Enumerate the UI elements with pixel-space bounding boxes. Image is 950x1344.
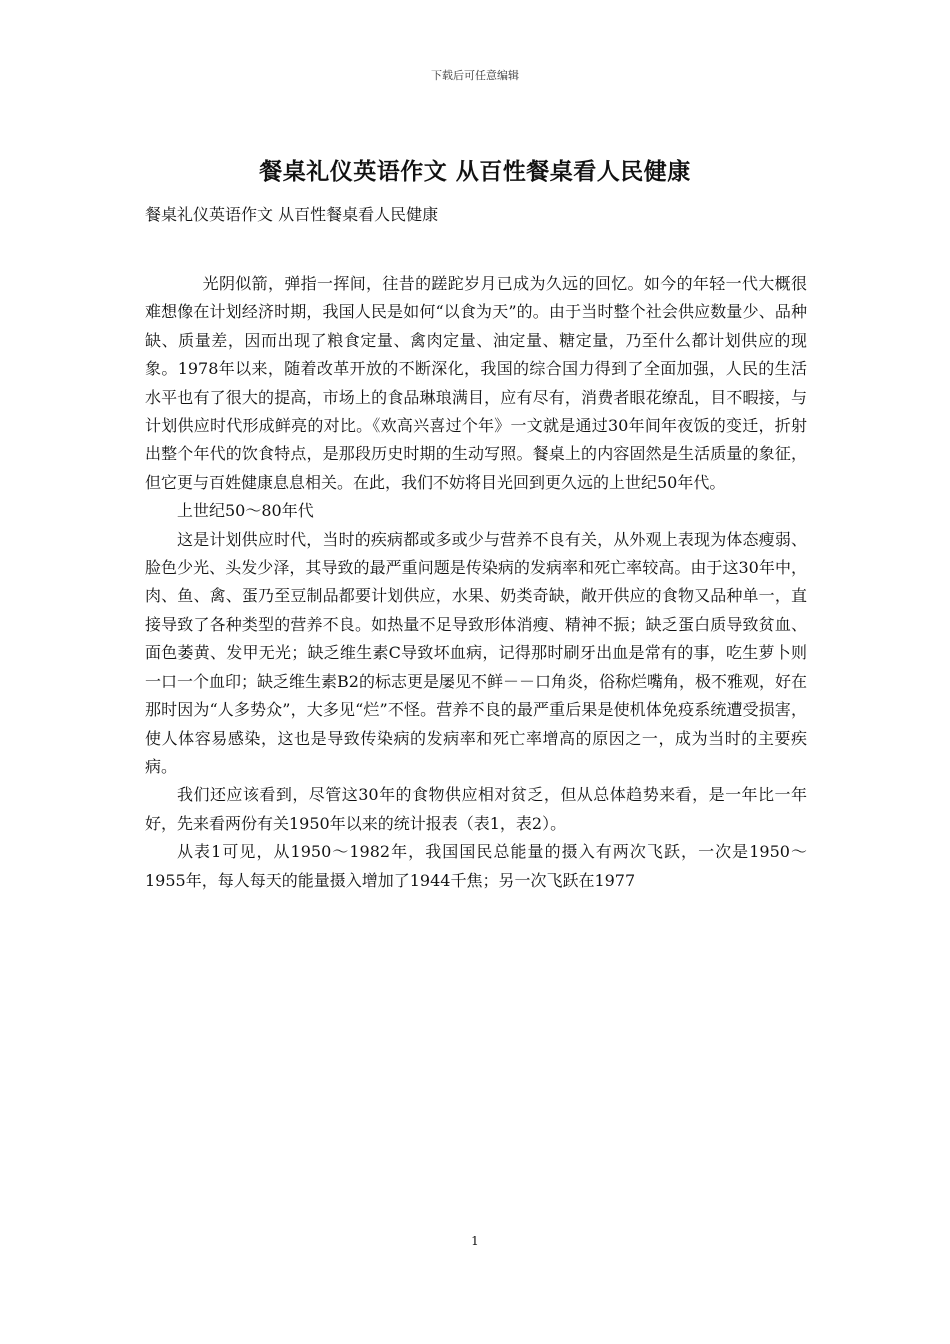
- page-number: 1: [471, 1234, 479, 1248]
- paragraph: 从表1可见，从1950～1982年，我国国民总能量的摄入有两次飞跃，一次是1950～1955年，每人每天的能量摄入增加了1944千焦；另一次飞跃在1977: [145, 842, 807, 890]
- body-text: [145, 270, 807, 895]
- paragraph: 光阴似箭，弹指一挥间，往昔的蹉跎岁月已成为久远的回忆。如今的年轻一代大概很难想像在计划经济时期，我国人民是如何“以食为天”的。由于当时整个社会供应数量少、品种缺、质量差，因而出现了粮食定量、禽肉定量、油定量、糖定量，乃至什么都计划供应的现象。1978年以来，随着改革开放的不断深化，我国的综合国力得到了全面加强，人民的生活水平也有了很大的提高，市场上的食品琳琅满目，应有尽有，消费者眼花缭乱，目不暇接，与计划供应时代形成鲜亮的对比。《欢高兴喜过个年》一文就是通过30年间年夜饭的变迁，折射出整个年代的饮食特点，是那段历史时期的生动写照。餐桌上的内容固然是生活质量的象征，但它更与百姓健康息息相关。在此，我们不妨将目光回到更久远的上世纪50年代。: [145, 274, 807, 492]
- document-subtitle: 餐桌礼仪英语作文 从百性餐桌看人民健康: [145, 205, 439, 224]
- header-note: 下载后可任意编辑: [431, 69, 519, 82]
- paragraph: 我们还应该看到，尽管这30年的食物供应相对贫乏，但从总体趋势来看，是一年比一年好，先来看两份有关1950年以来的统计报表（表1，表2）。: [145, 785, 807, 833]
- document-title: 餐桌礼仪英语作文 从百性餐桌看人民健康: [259, 158, 691, 185]
- section-heading: 上世纪50～80年代: [177, 501, 314, 521]
- paragraph: 这是计划供应时代，当时的疾病都或多或少与营养不良有关，从外观上表现为体态瘦弱、脸色少光、头发少泽，其导致的最严重问题是传染病的发病率和死亡率较高。由于这30年中，肉、鱼、禽、蛋乃至豆制品都要计划供应，水果、奶类奇缺，敞开供应的食物又品种单一，直接导致了各种类型的营养不良。如热量不足导致形体消瘦、精神不振；缺乏蛋白质导致贫血、面色萎黄、发甲无光；缺乏维生素C导致坏血病，记得那时刷牙出血是常有的事，吃生萝卜则一口一个血印；缺乏维生素B2的标志更是屡见不鲜－－口角炎，俗称烂嘴角，极不雅观，好在那时因为“人多势众”，大多见“烂”不怪。营养不良的最严重后果是使机体免疫系统遭受损害，使人体容易感染，这也是导致传染病的发病率和死亡率增高的原因之一，成为当时的主要疾病。: [145, 529, 807, 776]
